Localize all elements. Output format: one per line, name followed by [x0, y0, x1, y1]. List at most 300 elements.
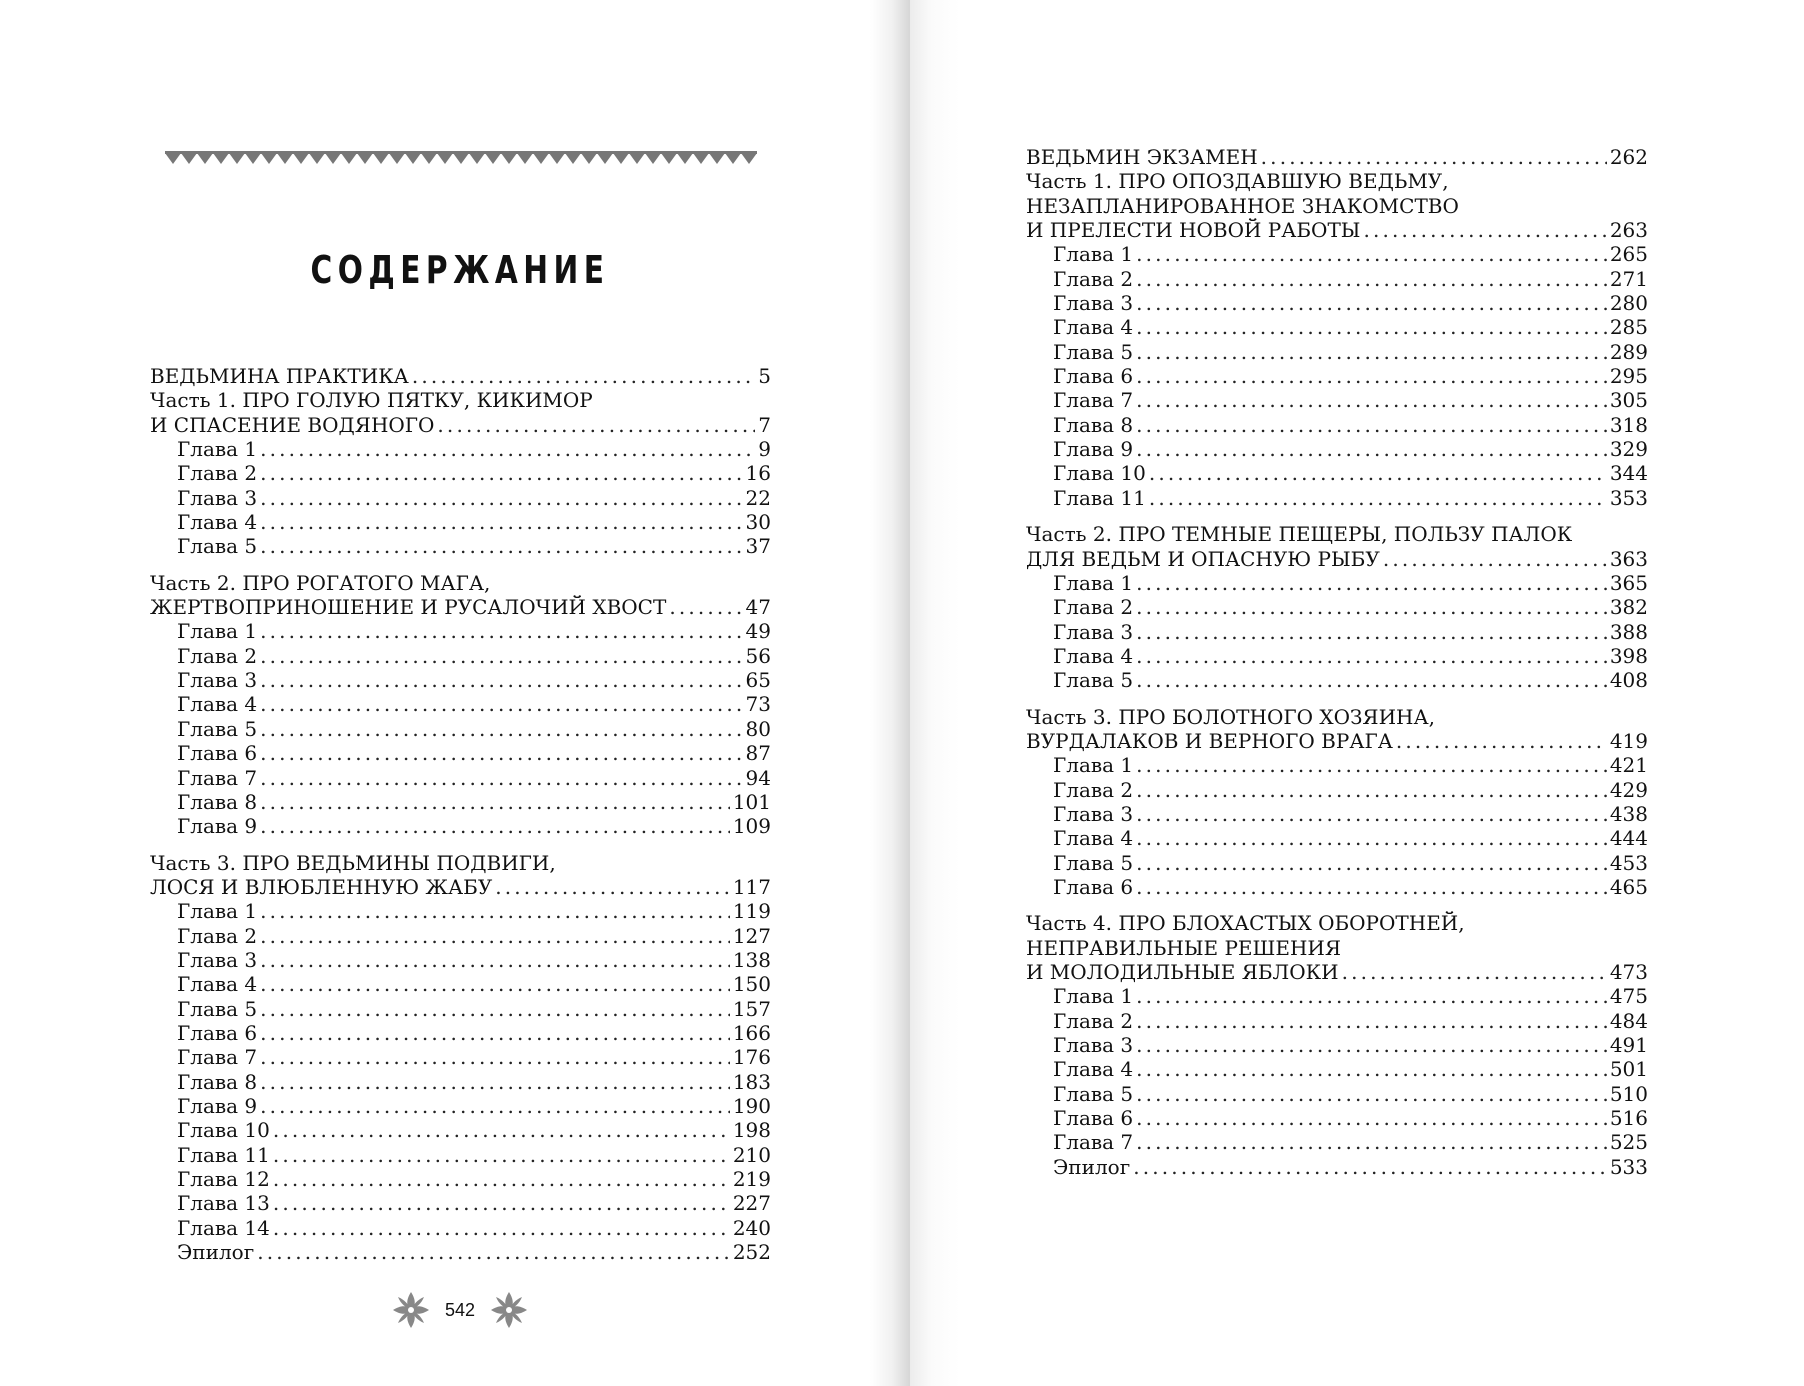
toc-chapter-row — [1026, 668, 1648, 692]
toc-page-number: 516 — [1609, 1106, 1648, 1131]
toc-entry — [1026, 705, 1648, 900]
dot-leader — [260, 997, 730, 1021]
toc-page-number: 7 — [758, 412, 771, 437]
dot-leader — [1136, 437, 1607, 461]
toc-page-number: 344 — [1609, 461, 1648, 486]
toc-page-number: 295 — [1609, 364, 1648, 389]
dot-leader — [257, 1240, 730, 1264]
toc-chapter-row — [150, 486, 771, 510]
toc-entry — [1026, 911, 1648, 1179]
toc-page-number: 49 — [745, 619, 771, 644]
dot-leader — [260, 924, 730, 948]
dot-leader — [260, 972, 730, 996]
toc-chapter-label: Глава 1 — [1053, 984, 1134, 1009]
toc-chapter-label: Глава 7 — [177, 765, 258, 790]
toc-page-number: 365 — [1609, 570, 1648, 595]
dot-leader — [1136, 753, 1607, 777]
toc-page-number: 240 — [732, 1215, 771, 1240]
dot-leader — [260, 461, 742, 485]
toc-heading-text: ВУРДАЛАКОВ И ВЕРНОГО ВРАГА — [1026, 728, 1393, 753]
dot-leader — [260, 1021, 730, 1045]
toc-chapter-row — [1026, 984, 1648, 1008]
toc-chapter-row — [150, 766, 771, 790]
toc-page-number: 465 — [1609, 874, 1648, 899]
toc-title: СОДЕРЖАНИЕ — [310, 248, 610, 292]
toc-chapter-row — [1026, 291, 1648, 315]
toc-page-number: 87 — [745, 741, 771, 766]
toc-entry — [1026, 169, 1648, 510]
dot-leader — [1363, 218, 1606, 242]
toc-page-number: 501 — [1609, 1057, 1648, 1082]
toc-heading-text: И ПРЕЛЕСТИ НОВОЙ РАБОТЫ — [1026, 218, 1361, 243]
toc-chapter-label: Глава 2 — [1053, 1008, 1134, 1033]
right-page — [900, 0, 1804, 1386]
toc-heading-line — [150, 875, 771, 899]
toc-chapter-row — [1026, 620, 1648, 644]
dot-leader — [260, 692, 742, 716]
toc-page-number: 150 — [732, 972, 771, 997]
dot-leader — [1136, 595, 1607, 619]
toc-chapter-row — [150, 1094, 771, 1118]
toc-chapter-label: Глава 5 — [1053, 668, 1134, 693]
toc-heading-line — [1026, 522, 1648, 546]
page-number: 542 — [444, 1299, 476, 1320]
toc-chapter-row — [150, 924, 771, 948]
toc-heading-text: ВЕДЬМИНА ПРАКТИКА — [150, 364, 409, 388]
toc-heading-line — [1026, 729, 1648, 753]
toc-page-number: 363 — [1609, 546, 1648, 571]
toc-chapter-label: Глава 6 — [1053, 874, 1134, 899]
toc-chapter-row — [150, 741, 771, 765]
toc-right-column — [1026, 145, 1648, 1179]
dot-leader — [260, 790, 730, 814]
toc-chapter-row — [1026, 388, 1648, 412]
toc-page-number: 329 — [1609, 437, 1648, 462]
dot-leader — [1136, 1057, 1607, 1081]
toc-page-number: 56 — [745, 643, 771, 668]
dot-leader — [1136, 315, 1607, 339]
toc-chapter-label: Глава 6 — [177, 1020, 258, 1045]
toc-heading-text: ЛОСЯ И ВЛЮБЛЕННУЮ ЖАБУ — [150, 874, 493, 899]
toc-page-number: 473 — [1609, 960, 1648, 984]
toc-page-number: 94 — [745, 765, 771, 790]
toc-chapter-row — [150, 1216, 771, 1240]
toc-chapter-label: Глава 2 — [177, 643, 258, 668]
toc-chapter-row — [1026, 461, 1648, 485]
toc-page-number: 438 — [1609, 801, 1648, 826]
toc-chapter-row — [150, 692, 771, 716]
toc-page-number: 252 — [732, 1240, 771, 1265]
toc-page-number: 280 — [1609, 291, 1648, 316]
toc-chapter-label: Глава 6 — [1053, 1106, 1134, 1131]
toc-heading-text: ДЛЯ ВЕДЬМ И ОПАСНУЮ РЫБУ — [1026, 546, 1380, 571]
dot-leader — [1136, 1082, 1607, 1106]
toc-page-number: 30 — [745, 510, 771, 535]
toc-chapter-label: Глава 4 — [1053, 315, 1134, 340]
toc-page-number: 285 — [1609, 315, 1648, 340]
toc-chapter-label: Глава 14 — [177, 1215, 270, 1240]
toc-page-number: 101 — [732, 789, 771, 814]
toc-chapter-row — [150, 814, 771, 838]
dot-leader — [1136, 984, 1607, 1008]
toc-page-number: 289 — [1609, 339, 1648, 364]
toc-chapter-label: Глава 2 — [177, 461, 258, 486]
toc-chapter-label: Глава 1 — [177, 437, 258, 462]
dot-leader — [1136, 668, 1607, 692]
toc-chapter-label: Глава 5 — [1053, 339, 1134, 364]
toc-heading-line — [1026, 194, 1648, 218]
toc-page-number: 491 — [1609, 1033, 1648, 1058]
toc-page-number: 198 — [732, 1118, 771, 1143]
dot-leader — [1136, 388, 1607, 412]
toc-heading-line — [150, 388, 771, 412]
toc-page-number: 157 — [732, 996, 771, 1021]
toc-chapter-row — [150, 997, 771, 1021]
toc-page-number: 37 — [745, 534, 771, 559]
toc-chapter-label: Глава 3 — [1053, 801, 1134, 826]
toc-chapter-row — [1026, 1009, 1648, 1033]
toc-page-number: 109 — [732, 814, 771, 839]
toc-heading-text: Часть 3. ПРО ВЕДЬМИНЫ ПОДВИГИ, — [150, 850, 556, 875]
toc-chapter-row — [1026, 778, 1648, 802]
toc-chapter-row — [150, 1191, 771, 1215]
toc-page-number: 271 — [1609, 266, 1648, 291]
book-gutter — [870, 0, 910, 1386]
toc-chapter-row — [1026, 753, 1648, 777]
toc-heading-line — [1026, 145, 1648, 169]
toc-page-number: 444 — [1609, 826, 1648, 851]
toc-page-number: 117 — [732, 874, 771, 899]
toc-chapter-label: Глава 7 — [177, 1045, 258, 1070]
toc-heading-line — [150, 364, 771, 388]
toc-chapter-row — [150, 717, 771, 741]
toc-chapter-row — [1026, 1106, 1648, 1130]
dot-leader — [260, 1094, 730, 1118]
dot-leader — [273, 1143, 730, 1167]
toc-heading-line — [1026, 169, 1648, 193]
toc-chapter-label: Глава 8 — [177, 1069, 258, 1094]
toc-entry — [150, 388, 771, 558]
toc-chapter-label: Глава 8 — [177, 789, 258, 814]
toc-chapter-row — [1026, 571, 1648, 595]
toc-chapter-row — [150, 668, 771, 692]
dot-leader — [260, 619, 742, 643]
dot-leader — [1133, 1155, 1607, 1179]
toc-heading-text: И МОЛОДИЛЬНЫЕ ЯБЛОКИ — [1026, 960, 1339, 984]
toc-chapter-row — [150, 899, 771, 923]
dot-leader — [1383, 547, 1607, 571]
toc-chapter-row — [150, 644, 771, 668]
toc-heading-text: Часть 2. ПРО РОГАТОГО МАГА, — [150, 570, 491, 595]
dot-leader — [260, 1045, 730, 1069]
toc-chapter-label: Глава 11 — [177, 1142, 270, 1167]
toc-chapter-row — [1026, 1155, 1648, 1179]
dot-leader — [260, 1070, 730, 1094]
toc-heading-line — [1026, 218, 1648, 242]
toc-chapter-row — [150, 972, 771, 996]
toc-chapter-label: Глава 4 — [1053, 826, 1134, 851]
toc-chapter-row — [150, 1167, 771, 1191]
toc-chapter-row — [1026, 875, 1648, 899]
toc-page-number: 262 — [1609, 145, 1648, 169]
floral-ornament-icon — [389, 1288, 433, 1332]
toc-chapter-label: Глава 8 — [1053, 412, 1134, 437]
dot-leader — [1136, 1033, 1607, 1057]
toc-page-number: 484 — [1609, 1008, 1648, 1033]
toc-chapter-label: Глава 4 — [1053, 643, 1134, 668]
toc-chapter-row — [1026, 364, 1648, 388]
dot-leader — [1136, 267, 1607, 291]
toc-page-number: 475 — [1609, 984, 1648, 1009]
toc-chapter-label: Глава 9 — [1053, 437, 1134, 462]
toc-page-number: 429 — [1609, 777, 1648, 802]
toc-heading-text: Часть 4. ПРО БЛОХАСТЫХ ОБОРОТНЕЙ, — [1026, 911, 1465, 936]
toc-page-number: 398 — [1609, 643, 1648, 668]
toc-chapter-label: Глава 5 — [177, 534, 258, 559]
toc-chapter-label: Глава 2 — [1053, 595, 1134, 620]
dot-leader — [260, 437, 755, 461]
dot-leader — [1136, 242, 1607, 266]
toc-entry — [150, 571, 771, 839]
toc-heading-text: И СПАСЕНИЕ ВОДЯНОГО — [150, 412, 435, 437]
toc-chapter-row — [1026, 826, 1648, 850]
toc-page-number: 80 — [745, 716, 771, 741]
toc-chapter-label: Глава 4 — [177, 510, 258, 535]
toc-page-number: 183 — [732, 1069, 771, 1094]
toc-page-number: 510 — [1609, 1081, 1648, 1106]
toc-chapter-label: Глава 2 — [1053, 266, 1134, 291]
toc-chapter-row — [1026, 1033, 1648, 1057]
toc-page-number: 453 — [1609, 850, 1648, 875]
toc-page-number: 16 — [745, 461, 771, 486]
toc-entry — [1026, 145, 1648, 169]
toc-chapter-label: Глава 4 — [177, 692, 258, 717]
toc-chapter-row — [1026, 340, 1648, 364]
dot-leader — [1136, 875, 1607, 899]
toc-page-number: 5 — [758, 364, 771, 388]
toc-heading-line — [150, 571, 771, 595]
toc-page-number: 190 — [732, 1093, 771, 1118]
dot-leader — [1149, 461, 1607, 485]
toc-page-number: 119 — [732, 899, 771, 924]
dot-leader — [412, 364, 755, 388]
dot-leader — [260, 534, 742, 558]
toc-heading-line — [1026, 705, 1648, 729]
floral-ornament-icon — [487, 1288, 531, 1332]
toc-chapter-label: Глава 13 — [177, 1191, 270, 1216]
toc-chapter-row — [1026, 1082, 1648, 1106]
toc-chapter-row — [1026, 267, 1648, 291]
toc-chapter-label: Глава 5 — [177, 716, 258, 741]
dot-leader — [1136, 620, 1607, 644]
toc-chapter-label: Глава 12 — [177, 1167, 270, 1191]
toc-chapter-label: Глава 6 — [1053, 364, 1134, 389]
left-page — [0, 0, 900, 1386]
dot-leader — [260, 668, 742, 692]
toc-chapter-row — [1026, 437, 1648, 461]
dot-leader — [260, 644, 742, 668]
toc-page-number: 166 — [732, 1020, 771, 1045]
dot-leader — [1342, 960, 1607, 984]
toc-chapter-row — [150, 1118, 771, 1142]
dot-leader — [437, 413, 755, 437]
toc-heading-line — [150, 413, 771, 437]
toc-chapter-label: Глава 3 — [177, 947, 258, 972]
toc-entry — [1026, 522, 1648, 692]
toc-chapter-label: Глава 5 — [177, 996, 258, 1021]
toc-chapter-label: Глава 5 — [1053, 850, 1134, 875]
toc-heading-text: Часть 2. ПРО ТЕМНЫЕ ПЕЩЕРЫ, ПОЛЬЗУ ПАЛОК — [1026, 522, 1573, 547]
toc-chapter-label: Глава 1 — [177, 899, 258, 924]
page-folio — [375, 1290, 545, 1330]
dot-leader — [1261, 145, 1607, 169]
toc-page-number: 138 — [732, 947, 771, 972]
toc-chapter-label: Глава 10 — [177, 1118, 270, 1143]
toc-chapter-row — [150, 510, 771, 534]
dot-leader — [1136, 1130, 1607, 1154]
toc-heading-text: Часть 1. ПРО ОПОЗДАВШУЮ ВЕДЬМУ, — [1026, 169, 1449, 194]
toc-chapter-label: Глава 9 — [177, 1093, 258, 1118]
dot-leader — [1136, 1009, 1607, 1033]
toc-chapter-row — [150, 437, 771, 461]
toc-page-number: 388 — [1609, 619, 1648, 644]
dot-leader — [1136, 1106, 1607, 1130]
toc-chapter-label: Глава 4 — [177, 972, 258, 997]
dot-leader — [1136, 291, 1607, 315]
toc-chapter-row — [150, 1143, 771, 1167]
toc-heading-line — [1026, 911, 1648, 935]
dot-leader — [1136, 851, 1607, 875]
toc-page-number: 353 — [1609, 485, 1648, 510]
toc-chapter-row — [1026, 851, 1648, 875]
toc-chapter-label: Глава 7 — [1053, 388, 1134, 413]
toc-chapter-label: Эпилог — [1053, 1154, 1131, 1179]
dot-leader — [1396, 729, 1607, 753]
toc-chapter-label: Глава 11 — [1053, 485, 1146, 510]
toc-chapter-row — [150, 619, 771, 643]
dot-leader — [260, 948, 730, 972]
toc-chapter-label: Глава 1 — [1053, 242, 1134, 267]
toc-page-number: 176 — [732, 1045, 771, 1070]
toc-page-number: 421 — [1609, 753, 1648, 778]
toc-chapter-label: Глава 3 — [177, 485, 258, 510]
toc-left-column — [150, 364, 771, 1264]
toc-chapter-row — [1026, 1057, 1648, 1081]
toc-chapter-label: Глава 7 — [1053, 1130, 1134, 1155]
toc-page-number: 318 — [1609, 412, 1648, 437]
toc-chapter-label: Глава 3 — [1053, 1033, 1134, 1058]
toc-page-number: 525 — [1609, 1130, 1648, 1155]
dot-leader — [260, 510, 742, 534]
toc-chapter-row — [150, 1240, 771, 1264]
toc-chapter-label: Глава 2 — [177, 923, 258, 948]
toc-page-number: 73 — [745, 692, 771, 717]
dot-leader — [1149, 486, 1607, 510]
toc-page-number: 47 — [745, 595, 771, 620]
toc-chapter-label: Глава 6 — [177, 741, 258, 766]
toc-chapter-row — [1026, 644, 1648, 668]
toc-page-number: 127 — [732, 923, 771, 948]
toc-heading-line — [1026, 960, 1648, 984]
toc-chapter-label: Глава 3 — [1053, 291, 1134, 316]
toc-chapter-row — [150, 948, 771, 972]
toc-chapter-row — [1026, 242, 1648, 266]
toc-page-number: 382 — [1609, 595, 1648, 620]
toc-heading-text: НЕЗАПЛАНИРОВАННОЕ ЗНАКОМСТВО — [1026, 193, 1459, 218]
toc-page-number: 305 — [1609, 388, 1648, 413]
toc-chapter-row — [1026, 1130, 1648, 1154]
dot-leader — [260, 741, 742, 765]
dot-leader — [1136, 802, 1607, 826]
toc-page-number: 227 — [732, 1191, 771, 1216]
toc-page-number: 210 — [732, 1142, 771, 1167]
toc-page-number: 22 — [745, 485, 771, 510]
toc-heading-line — [1026, 936, 1648, 960]
zigzag-ornament-band — [165, 151, 757, 165]
toc-chapter-row — [1026, 486, 1648, 510]
toc-chapter-row — [1026, 413, 1648, 437]
toc-chapter-label: Глава 5 — [1053, 1081, 1134, 1106]
dot-leader — [495, 875, 730, 899]
toc-chapter-row — [150, 1070, 771, 1094]
toc-heading-line — [1026, 547, 1648, 571]
dot-leader — [273, 1216, 730, 1240]
dot-leader — [1136, 644, 1607, 668]
dot-leader — [1136, 571, 1607, 595]
toc-page-number: 265 — [1609, 242, 1648, 267]
toc-heading-line — [150, 851, 771, 875]
toc-page-number: 419 — [1609, 728, 1648, 753]
toc-heading-text: Часть 3. ПРО БОЛОТНОГО ХОЗЯИНА, — [1026, 704, 1435, 729]
toc-heading-text: ВЕДЬМИН ЭКЗАМЕН — [1026, 145, 1258, 169]
toc-heading-text: НЕПРАВИЛЬНЫЕ РЕШЕНИЯ — [1026, 935, 1341, 960]
toc-chapter-label: Эпилог — [177, 1240, 255, 1265]
dot-leader — [669, 595, 742, 619]
toc-heading-text: ЖЕРТВОПРИНОШЕНИЕ И РУСАЛОЧИЙ ХВОСТ — [150, 595, 667, 620]
dot-leader — [260, 766, 742, 790]
dot-leader — [273, 1167, 730, 1191]
toc-chapter-row — [1026, 802, 1648, 826]
dot-leader — [273, 1118, 730, 1142]
dot-leader — [1136, 340, 1607, 364]
toc-chapter-row — [150, 790, 771, 814]
toc-chapter-label: Глава 1 — [1053, 570, 1134, 595]
toc-page-number: 65 — [745, 668, 771, 693]
toc-entry — [150, 364, 771, 388]
dot-leader — [260, 899, 730, 923]
toc-entry — [150, 851, 771, 1265]
toc-chapter-label: Глава 3 — [177, 668, 258, 693]
toc-chapter-row — [1026, 595, 1648, 619]
toc-chapter-label: Глава 10 — [1053, 461, 1146, 486]
toc-chapter-row — [150, 1045, 771, 1069]
toc-chapter-label: Глава 3 — [1053, 619, 1134, 644]
dot-leader — [1136, 364, 1607, 388]
toc-heading-line — [150, 595, 771, 619]
toc-page-number: 219 — [732, 1167, 771, 1191]
toc-chapter-label: Глава 2 — [1053, 777, 1134, 802]
toc-chapter-row — [150, 461, 771, 485]
dot-leader — [1136, 778, 1607, 802]
toc-chapter-label: Глава 4 — [1053, 1057, 1134, 1082]
dot-leader — [1136, 413, 1607, 437]
toc-page-number: 263 — [1609, 218, 1648, 243]
toc-chapter-row — [150, 534, 771, 558]
toc-chapter-label: Глава 1 — [177, 619, 258, 644]
toc-chapter-label: Глава 1 — [1053, 753, 1134, 778]
toc-page-number: 9 — [758, 437, 771, 462]
toc-chapter-label: Глава 9 — [177, 814, 258, 839]
